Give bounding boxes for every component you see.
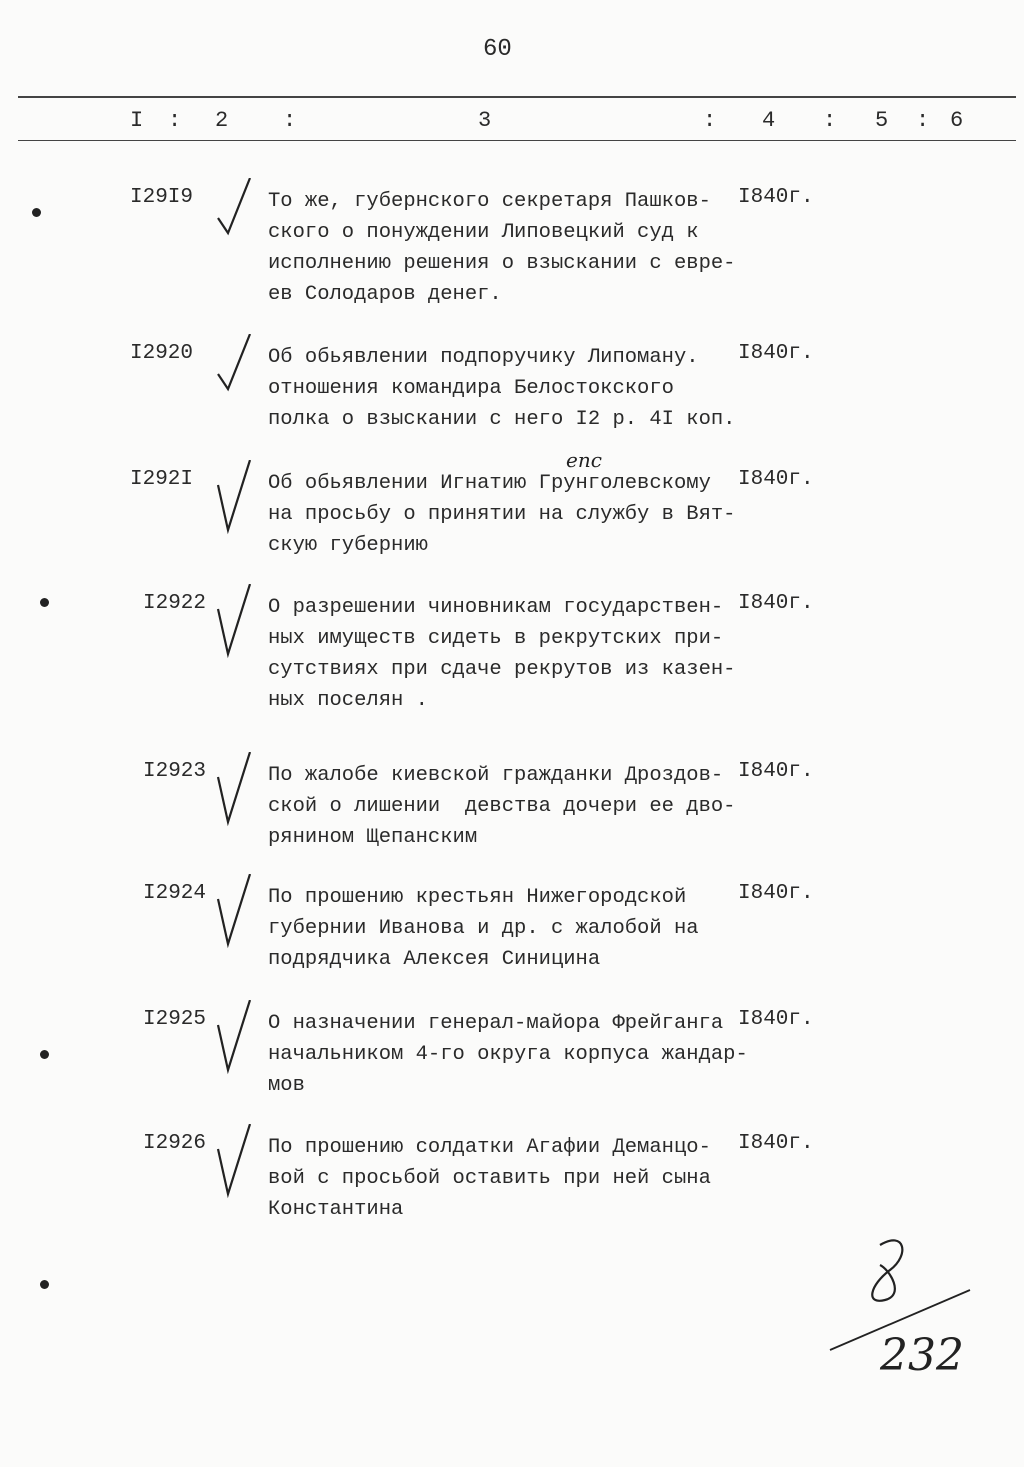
column-header: 3: [478, 108, 492, 133]
binder-hole-dot: [40, 1050, 49, 1059]
checkmark-icon: [200, 334, 260, 424]
description-line: вой с просьбой оставить при ней сына: [268, 1167, 711, 1190]
description-line: ев Солодаров денег.: [268, 283, 502, 306]
description-line: ных имуществ сидеть в рекрутских при-: [268, 627, 724, 650]
checkmark-icon: [200, 1000, 260, 1090]
entry-number: I29I9: [130, 186, 194, 209]
entry-description: [268, 1132, 711, 1225]
column-separator: :: [703, 108, 717, 133]
checkmark-icon: [200, 874, 260, 964]
binder-hole-dot: [40, 598, 49, 607]
entry-number: I2924: [143, 882, 207, 905]
column-header: 2: [215, 108, 229, 133]
entry-number: I2923: [143, 760, 207, 783]
entry-year: I840г.: [738, 186, 814, 209]
header-rule-top: [18, 96, 1016, 98]
description-line: на просьбу о принятии на службу в Вят-: [268, 503, 736, 526]
checkmark-icon: [200, 460, 260, 550]
column-header: 5: [875, 108, 889, 133]
entry-number: I2926: [143, 1132, 207, 1155]
column-header: I: [130, 108, 144, 133]
handwritten-correction: епс: [566, 448, 602, 472]
description-line: Об обьявлении подпоручику Липоману.: [268, 346, 699, 369]
binder-hole-dot: [40, 1280, 49, 1289]
entry-description: [268, 760, 735, 853]
description-line: ных поселян .: [268, 689, 428, 712]
entry-year: I840г.: [738, 592, 814, 615]
description-line: рянином Щепанским: [268, 826, 478, 849]
entry-year: I840г.: [738, 468, 814, 491]
entry-description: [268, 1008, 748, 1101]
entry-description: [268, 592, 735, 716]
column-header: 4: [762, 108, 776, 133]
description-line: О разрешении чиновникам государствен-: [268, 596, 724, 619]
entry-year: I840г.: [738, 1008, 814, 1031]
checkmark-icon: [200, 584, 260, 674]
column-header: 6: [950, 108, 964, 133]
description-line: полка о взыскании с него I2 р. 4I коп.: [268, 408, 736, 431]
description-line: По прошению крестьян Нижегородской: [268, 886, 687, 909]
entry-number: I2920: [130, 342, 194, 365]
description-line: начальником 4-го округа корпуса жандар-: [268, 1043, 748, 1066]
entry-description: [268, 186, 735, 310]
entry-year: I840г.: [738, 760, 814, 783]
entry-year: I840г.: [738, 342, 814, 365]
description-line: То же, губернского секретаря Пашков-: [268, 190, 711, 213]
description-line: скую губернию: [268, 534, 428, 557]
description-line: По жалобе киевской гражданки Дроздов-: [268, 764, 724, 787]
checkmark-icon: [200, 178, 260, 268]
description-line: подрядчика Алексея Синицина: [268, 948, 601, 971]
description-line: По прошению солдатки Агафии Деманцо-: [268, 1136, 711, 1159]
header-rule-bottom: [18, 140, 1016, 141]
column-separator: :: [283, 108, 297, 133]
checkmark-icon: [200, 752, 260, 842]
description-line: ской о лишении девства дочери ее дво-: [268, 795, 736, 818]
column-separator: :: [916, 108, 930, 133]
description-line: Константина: [268, 1198, 404, 1221]
description-line: отношения командира Белостокского: [268, 377, 674, 400]
folio-number-text: 232: [880, 1330, 964, 1381]
entry-description: [268, 882, 699, 975]
folio-number-annotation: [810, 1230, 990, 1400]
entry-number: I292I: [130, 468, 194, 491]
description-line: сутствиях при сдаче рекрутов из казен-: [268, 658, 736, 681]
entry-description: [268, 342, 735, 435]
entry-year: I840г.: [738, 1132, 814, 1155]
description-line: ского о понуждении Липовецкий суд к: [268, 221, 699, 244]
description-line: мов: [268, 1074, 305, 1097]
description-line: исполнению решения о взыскании с евре-: [268, 252, 736, 275]
column-separator: :: [823, 108, 837, 133]
entry-number: I2922: [143, 592, 207, 615]
description-line: О назначении генерал-майора Фрейганга: [268, 1012, 724, 1035]
entry-description: [268, 468, 735, 561]
binder-hole-dot: [32, 208, 41, 217]
checkmark-icon: [200, 1124, 260, 1214]
description-line: губернии Иванова и др. с жалобой на: [268, 917, 699, 940]
entry-year: I840г.: [738, 882, 814, 905]
entry-number: I2925: [143, 1008, 207, 1031]
description-line: Об обьявлении Игнатию Грунголевскому: [268, 472, 711, 495]
page-number: 60: [483, 36, 512, 63]
column-separator: :: [168, 108, 182, 133]
